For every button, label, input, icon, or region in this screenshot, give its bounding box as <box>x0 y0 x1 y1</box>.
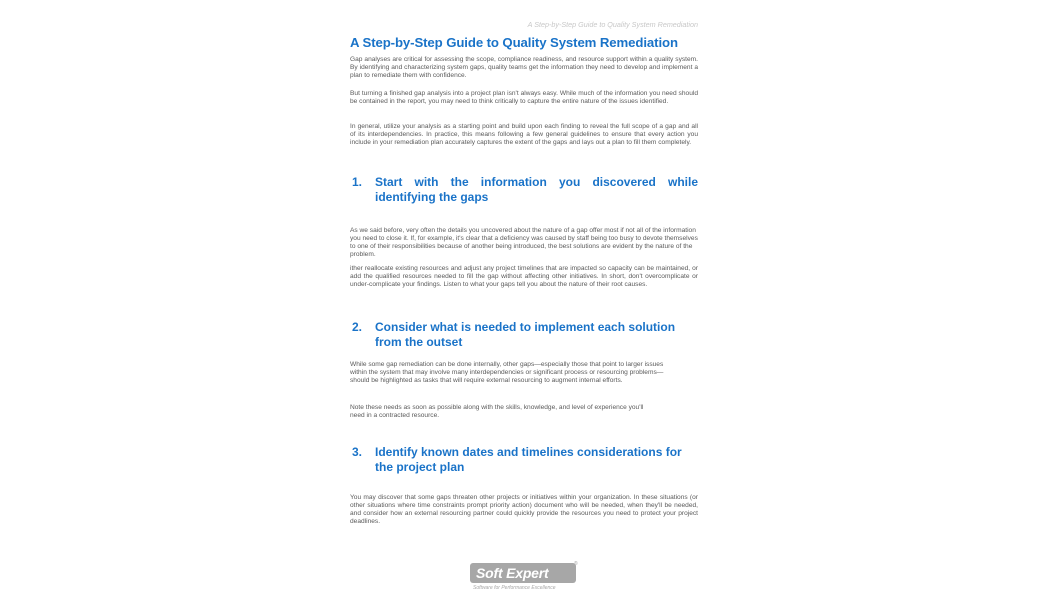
registered-mark-icon: ® <box>574 561 578 567</box>
softexpert-logo <box>470 563 580 595</box>
intro-paragraph-1: Gap analyses are critical for assessing the scope, compliance readiness, and resource support within a quality system. By identifying and characterizing system gaps, quality teams get the information they need to develop and implement a plan to remediate them with confidence. <box>350 56 698 80</box>
intro-paragraph-3: In general, utilize your analysis as a starting point and build upon each finding to reveal the full scope of a gap and all of its interdependencies. In practice, this means following a few general guidelines to ensure that every action you include in your remediation plan accurately captures the extent of the gaps and lays out a plan to fill them completely. <box>350 123 698 147</box>
running-header: A Step-by-Step Guide to Quality System Remediation <box>527 20 698 29</box>
section-3-title: Identify known dates and timelines considerations for the project plan <box>375 445 682 474</box>
section-2-paragraph-1: While some gap remediation can be done internally, other gaps—especially those that point to larger issues within the system that may involve many interdependencies or significant process or resourcing problems—should be highlighted as tasks that will require external resourcing to augment internal efforts. <box>350 361 664 385</box>
section-3-number: 3. <box>352 445 363 459</box>
intro-paragraph-2: But turning a finished gap analysis into a project plan isn't always easy. While much of the information you need should be contained in the report, you may need to think critically to capture the entire nature of the issues identified. <box>350 90 698 106</box>
logo-tagline: Software for Performance Excellence <box>473 585 556 591</box>
section-2-title: Consider what is needed to implement each solution from the outset <box>375 320 676 349</box>
section-1-paragraph-1: As we said before, very often the details you uncovered about the nature of a gap offer most if not all of the information you need to close it. If, for example, it's clear that a deficiency was caused by staff being too busy to devote themselves to one of their responsibilities because of another being introduced, the best solutions are evident by the nature of the problem. <box>350 227 698 259</box>
logo-brand-text: Soft Expert <box>476 565 549 581</box>
document-title: A Step-by-Step Guide to Quality System Remediation <box>350 35 678 50</box>
section-2-paragraph-2: Note these needs as soon as possible along with the skills, knowledge, and level of experience you'll need in a contracted resource. <box>350 404 644 420</box>
document-page <box>350 0 698 600</box>
section-1-heading <box>350 175 698 207</box>
section-3-paragraph-1: You may discover that some gaps threaten other projects or initiatives within your organization. In these situations (or other situations where time constraints prompt priority action) document who will be needed, when they'll be needed, and consider how an external resourcing partner could quickly provide the resources you need to protect your project deadlines. <box>350 494 698 526</box>
section-1-paragraph-2: ither reallocate existing resources and adjust any project timelines that are impacted so capacity can be maintained, or add the qualified resources needed to fill the gap without affecting other initiatives. In short, don't overcomplicate or under-complicate your findings. Listen to what your gaps tell you about the nature of their root causes. <box>350 265 698 289</box>
section-2-heading <box>350 320 698 352</box>
section-3-heading <box>350 445 698 477</box>
section-1-number: 1. <box>352 175 363 189</box>
section-1-title: Start with the information you discovered while identifying the gaps <box>375 175 698 204</box>
logo-badge <box>470 563 576 583</box>
section-2-number: 2. <box>352 320 363 334</box>
